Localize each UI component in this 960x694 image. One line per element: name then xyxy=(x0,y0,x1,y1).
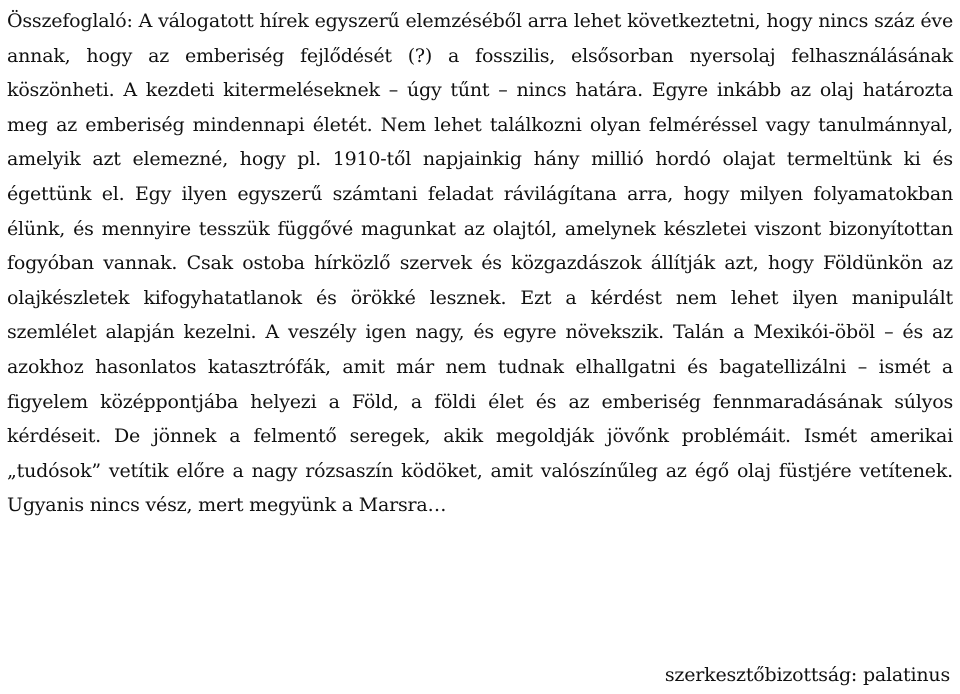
signature: szerkesztőbizottság: palatinus xyxy=(664,664,950,686)
summary-paragraph: Összefoglaló: A válogatott hírek egyszerű elemzéséből arra lehet következtetni, hogy nincs száz éve annak, hogy az emberiség fejlődését (?) a fosszilis, elsősorban nyersolaj felhasználásának köszönheti. A kezdeti kitermeléseknek – úgy tűnt – nincs határa. Egyre inkább az olaj határozta meg az emberiség mindennapi életét. Nem lehet találkozni olyan felméréssel vagy tanulmánnyal, amelyik azt elemezné, hogy pl. 1910-től napjainkig hány millió hordó olajat termeltünk ki és égettünk el. Egy ilyen egyszerű számtani feladat rávilágítana arra, hogy milyen folyamatokban élünk, és mennyire tesszük függővé magunkat az olajtól, amelynek készletei viszont bizonyítottan fogyóban vannak. Csak ostoba hírközlő szervek és közgazdászok állítják azt, hogy Földünkön az olajkészletek kifogyhatatlanok és örökké lesznek. Ezt a kérdést nem lehet ilyen manipulált szemlélet alapján kezelni. A veszély igen nagy, és egyre növekszik. Talán a Mexikói-öböl – és az azokhoz hasonlatos katasztrófák, amit már nem tudnak elhallgatni és bagatellizálni – ismét a figyelem középpontjába helyezi a Föld, a földi élet és az emberiség fennmaradásának súlyos kérdéseit. De jönnek a felmentő seregek, akik megoldják jövőnk problémáit. Ismét amerikai „tudósok” vetítik előre a nagy rózsaszín ködöket, amit valószínűleg az égő olaj füstjére vetítenek. Ugyanis nincs vész, mert megyünk a Marsra… xyxy=(7,10,953,517)
